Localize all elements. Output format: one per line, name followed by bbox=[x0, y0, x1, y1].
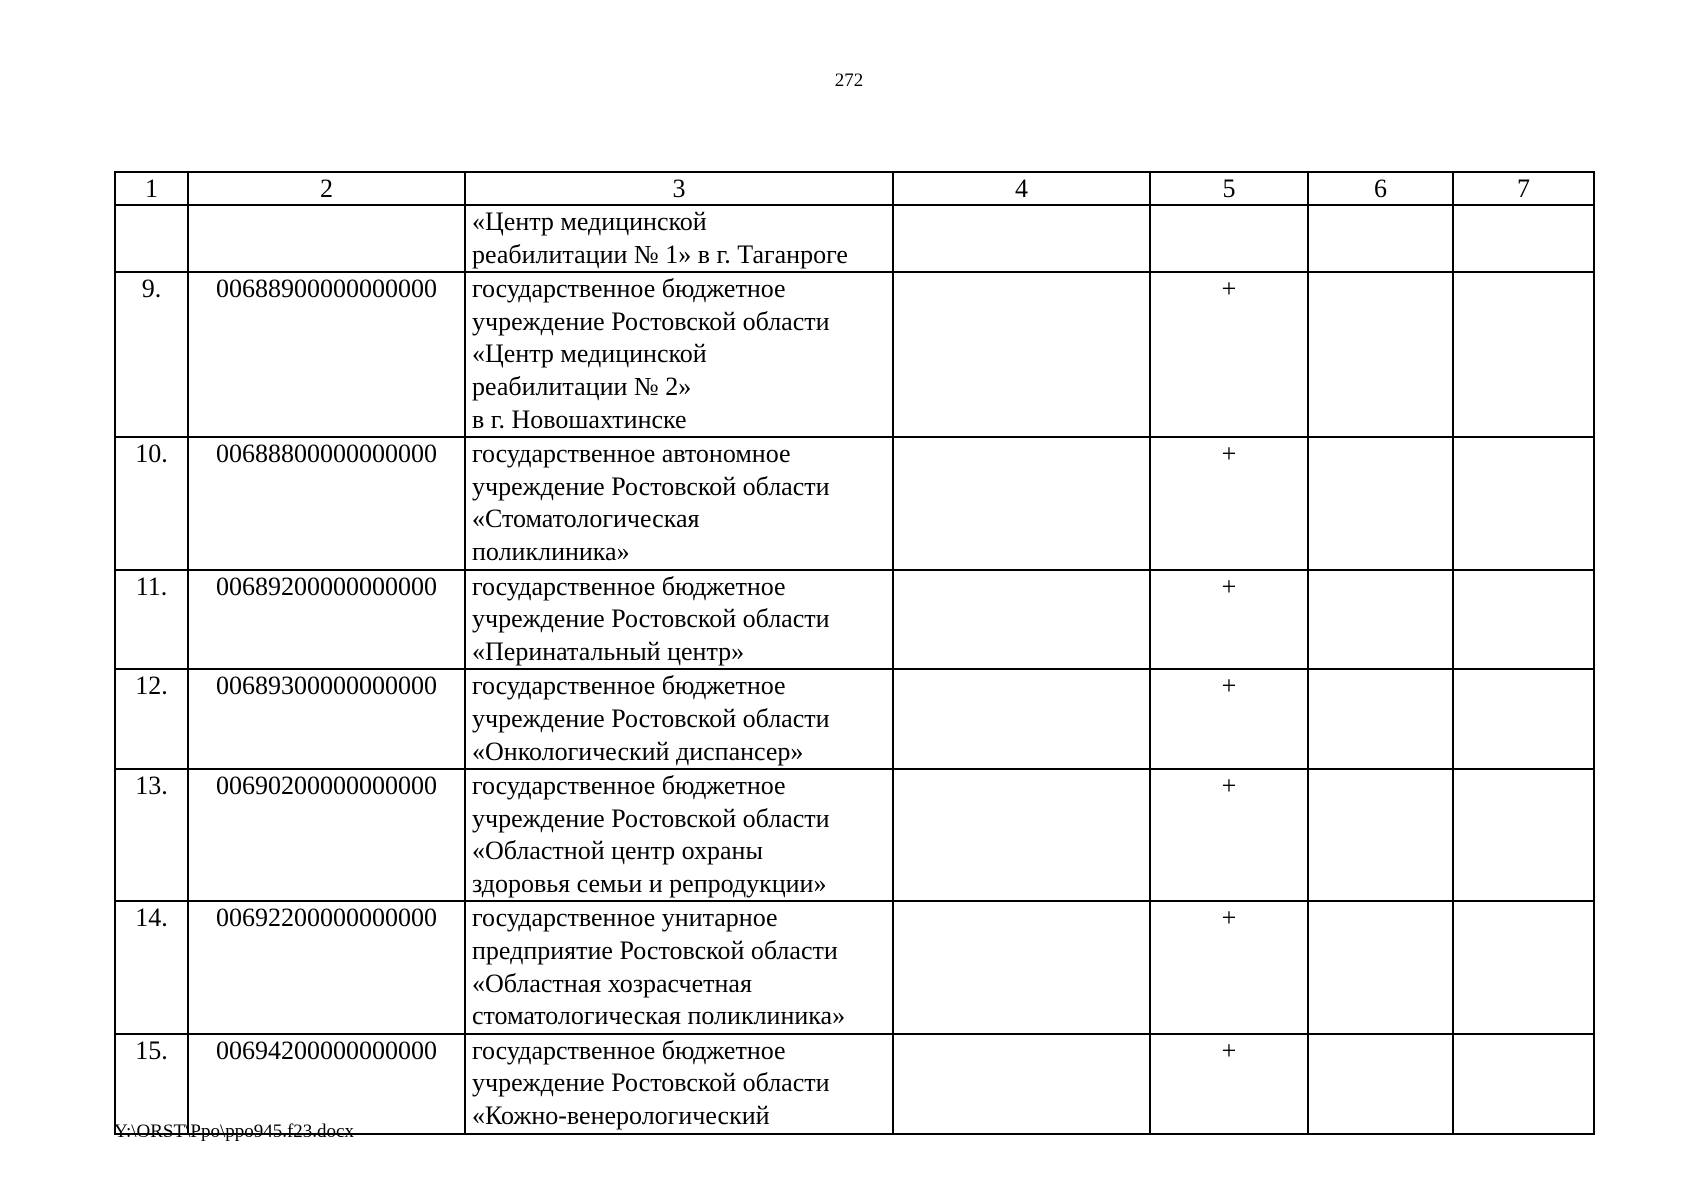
name-line: стоматологическая поликлиника» bbox=[472, 1001, 846, 1031]
name-line: «Центр медицинской bbox=[472, 207, 707, 236]
row-col4 bbox=[893, 205, 1150, 272]
row-col7 bbox=[1453, 570, 1594, 670]
name-line: государственное бюджетное bbox=[472, 671, 786, 701]
name-line: учреждение Ростовской области bbox=[472, 306, 830, 336]
table-row bbox=[115, 901, 1594, 1033]
row-number: 11. bbox=[115, 570, 188, 670]
name-line: государственное бюджетное bbox=[472, 571, 786, 601]
column-header-5: 5 bbox=[1150, 172, 1308, 205]
row-number: 13. bbox=[115, 769, 188, 901]
row-col6 bbox=[1308, 901, 1453, 1033]
name-line: в г. Новошахтинске bbox=[472, 404, 687, 434]
row-col4 bbox=[893, 570, 1150, 670]
name-line: «Стоматологическая bbox=[472, 504, 700, 534]
name-line: «Онкологический диспансер» bbox=[472, 736, 804, 766]
row-code: 00689200000000000 bbox=[188, 570, 465, 670]
row-col4 bbox=[893, 901, 1150, 1033]
row-number: 12. bbox=[115, 669, 188, 769]
table-row bbox=[115, 769, 1594, 901]
row-col4 bbox=[893, 437, 1150, 569]
table-row bbox=[115, 272, 1594, 437]
name-line: учреждение Ростовской области bbox=[472, 1068, 830, 1098]
name-line: учреждение Ростовской области bbox=[472, 471, 830, 501]
page-number: 272 bbox=[834, 70, 864, 91]
name-line: «Областной центр охраны bbox=[472, 836, 763, 866]
row-col6 bbox=[1308, 1034, 1453, 1134]
name-line: «Перинатальный центр» bbox=[472, 636, 745, 666]
table-row bbox=[115, 205, 1594, 272]
row-col6 bbox=[1308, 205, 1453, 272]
column-header-6: 6 bbox=[1308, 172, 1453, 205]
name-line: «Кожно-венерологический bbox=[472, 1101, 770, 1131]
row-number: 14. bbox=[115, 901, 188, 1033]
name-line: учреждение Ростовской области bbox=[472, 803, 830, 833]
row-col7 bbox=[1453, 205, 1594, 272]
table-row bbox=[115, 570, 1594, 670]
name-line: государственное автономное bbox=[472, 439, 791, 469]
row-code: 00692200000000000 bbox=[188, 901, 465, 1033]
column-header-3: 3 bbox=[465, 172, 893, 205]
row-code: 00689300000000000 bbox=[188, 669, 465, 769]
name-line: учреждение Ростовской области bbox=[472, 703, 830, 733]
row-col4 bbox=[893, 769, 1150, 901]
column-header-2: 2 bbox=[188, 172, 465, 205]
row-col7 bbox=[1453, 769, 1594, 901]
row-col5: + bbox=[1150, 272, 1308, 437]
document-table bbox=[114, 171, 1595, 1135]
row-number: 9. bbox=[115, 272, 188, 437]
name-line: учреждение Ростовской области bbox=[472, 604, 830, 634]
row-col6 bbox=[1308, 769, 1453, 901]
table-row bbox=[115, 669, 1594, 769]
row-col6 bbox=[1308, 570, 1453, 670]
row-col7 bbox=[1453, 437, 1594, 569]
row-col6 bbox=[1308, 437, 1453, 569]
column-header-7: 7 bbox=[1453, 172, 1594, 205]
row-institution-name bbox=[465, 901, 893, 1033]
name-line: реабилитации № 2» bbox=[472, 371, 692, 401]
row-col7 bbox=[1453, 272, 1594, 437]
name-line: поликлиника» bbox=[472, 536, 630, 566]
row-institution-name bbox=[465, 437, 893, 569]
name-line: предприятие Ростовской области bbox=[472, 936, 838, 966]
row-col6 bbox=[1308, 669, 1453, 769]
row-number bbox=[115, 205, 188, 272]
name-line: государственное унитарное bbox=[472, 903, 778, 933]
row-col5: + bbox=[1150, 1034, 1308, 1134]
name-line: «Центр медицинской bbox=[472, 339, 707, 369]
row-col4 bbox=[893, 1034, 1150, 1134]
name-line: реабилитации № 1» в г. Таганроге bbox=[472, 239, 848, 269]
row-institution-name bbox=[465, 570, 893, 670]
name-line: государственное бюджетное bbox=[472, 274, 786, 304]
row-number: 10. bbox=[115, 437, 188, 569]
row-code: 00688900000000000 bbox=[188, 272, 465, 437]
row-code: 00690200000000000 bbox=[188, 769, 465, 901]
row-code bbox=[188, 205, 465, 272]
row-col7 bbox=[1453, 1034, 1594, 1134]
name-line: государственное бюджетное bbox=[472, 1035, 786, 1065]
row-col4 bbox=[893, 272, 1150, 437]
footer-file-path: Y:\ORST\Ppo\ppo945.f23.docx bbox=[114, 1121, 354, 1142]
row-institution-name bbox=[465, 1034, 893, 1134]
row-col5 bbox=[1150, 205, 1308, 272]
row-col7 bbox=[1453, 901, 1594, 1033]
column-header-1: 1 bbox=[115, 172, 188, 205]
row-institution-name bbox=[465, 669, 893, 769]
row-code: 00694200000000000 bbox=[188, 1034, 465, 1134]
row-col5: + bbox=[1150, 669, 1308, 769]
name-line: государственное бюджетное bbox=[472, 771, 786, 801]
row-institution-name bbox=[465, 205, 893, 272]
name-line: «Областная хозрасчетная bbox=[472, 968, 752, 998]
row-code: 00688800000000000 bbox=[188, 437, 465, 569]
row-institution-name bbox=[465, 272, 893, 437]
row-col5: + bbox=[1150, 769, 1308, 901]
row-number: 15. bbox=[115, 1034, 188, 1134]
row-col5: + bbox=[1150, 570, 1308, 670]
column-number-row bbox=[115, 172, 1594, 205]
row-col7 bbox=[1453, 669, 1594, 769]
row-col5: + bbox=[1150, 901, 1308, 1033]
row-col5: + bbox=[1150, 437, 1308, 569]
row-col4 bbox=[893, 669, 1150, 769]
table-row bbox=[115, 437, 1594, 569]
row-institution-name bbox=[465, 769, 893, 901]
name-line: здоровья семьи и репродукции» bbox=[472, 868, 827, 898]
table-row bbox=[115, 1034, 1594, 1134]
column-header-4: 4 bbox=[893, 172, 1150, 205]
row-col6 bbox=[1308, 272, 1453, 437]
